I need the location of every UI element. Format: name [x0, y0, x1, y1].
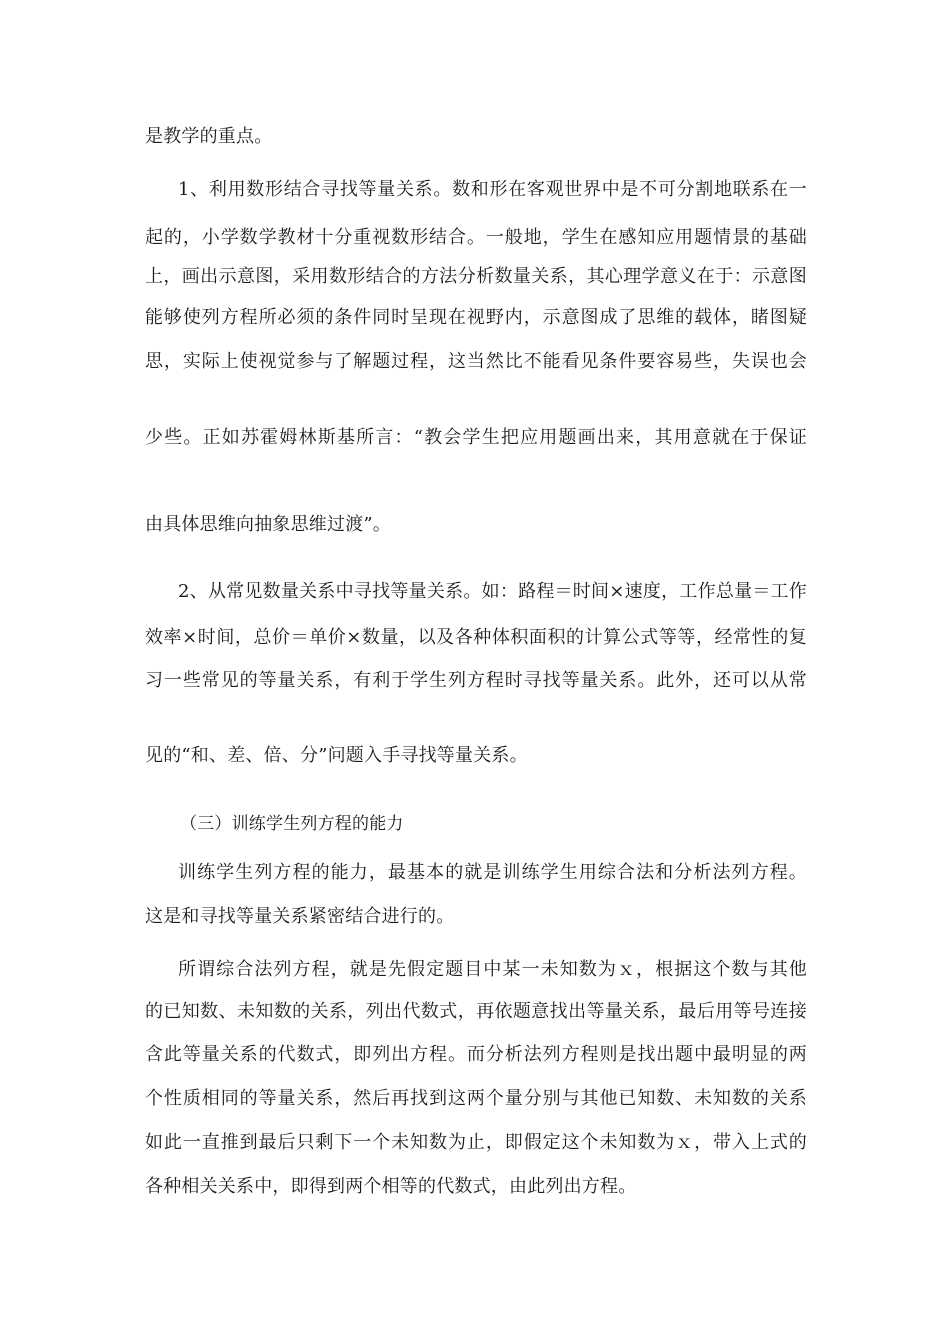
text-line: 是教学的重点。: [145, 126, 273, 147]
text-line: 见的“和、差、倍、分”问题入手寻找等量关系。: [145, 745, 528, 766]
section-heading: （三）训练学生列方程的能力: [180, 814, 404, 834]
text-line: 习一些常见的等量关系，有利于学生列方程时寻找等量关系。此外，还可以从常: [145, 670, 807, 691]
text-line: 如此一直推到最后只剩下一个未知数为止，即假定这个未知数为ｘ，带入上式的: [145, 1132, 807, 1153]
text-line: 这是和寻找等量关系紧密结合进行的。: [145, 906, 455, 927]
text-line: 含此等量关系的代数式，即列出方程。而分析法列方程则是找出题中最明显的两: [145, 1044, 807, 1065]
text-line: 训练学生列方程的能力，最基本的就是训练学生用综合法和分析法列方程。: [178, 862, 807, 883]
text-line: 的已知数、未知数的关系，列出代数式，再依题意找出等量关系，最后用等号连接: [145, 1001, 807, 1022]
text-line: 2、从常见数量关系中寻找等量关系。如：路程＝时间×速度，工作总量＝工作: [178, 581, 807, 602]
text-line: 起的，小学数学教材十分重视数形结合。一般地，学生在感知应用题情景的基础: [145, 227, 807, 248]
text-line: 所谓综合法列方程，就是先假定题目中某一未知数为ｘ，根据这个数与其他: [178, 959, 807, 980]
text-line: 效率×时间，总价＝单价×数量，以及各种体积面积的计算公式等等，经常性的复: [145, 627, 807, 648]
text-line: 由具体思维向抽象思维过渡”。: [145, 514, 392, 535]
text-line: 各种相关关系中，即得到两个相等的代数式，由此列出方程。: [145, 1176, 637, 1197]
text-line: 能够使列方程所必须的条件同时呈现在视野内，示意图成了思维的载体，睹图疑: [145, 307, 807, 328]
text-line: 少些。正如苏霍姆林斯基所言：“教会学生把应用题画出来，其用意就在于保证: [145, 427, 807, 448]
text-line: 个性质相同的等量关系，然后再找到这两个量分别与其他已知数、未知数的关系: [145, 1088, 807, 1109]
text-line: 思，实际上使视觉参与了解题过程，这当然比不能看见条件要容易些，失误也会: [145, 351, 807, 372]
text-line: 上，画出示意图，采用数形结合的方法分析数量关系，其心理学意义在于：示意图: [145, 266, 807, 287]
text-line: 1、利用数形结合寻找等量关系。数和形在客观世界中是不可分割地联系在一: [178, 179, 807, 200]
